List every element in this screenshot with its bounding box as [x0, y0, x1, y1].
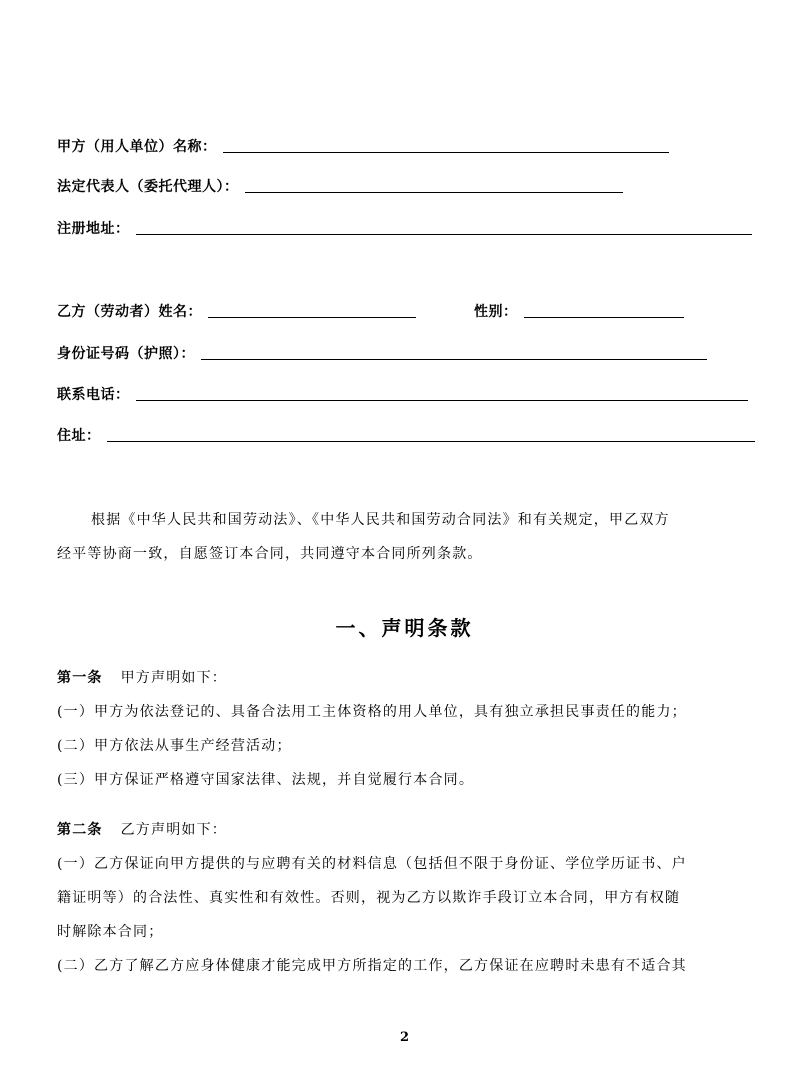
id-number-field	[57, 341, 707, 363]
residence-label: 住址：	[57, 428, 101, 444]
gender-line[interactable]	[524, 299, 684, 318]
gender-field	[474, 299, 684, 321]
party-b-name-field	[57, 299, 416, 321]
phone-field	[57, 382, 748, 404]
id-number-line[interactable]	[201, 341, 707, 360]
gender-label: 性别：	[474, 304, 518, 320]
phone-label: 联系电话：	[57, 387, 130, 403]
article-1-title: 第一条	[57, 670, 103, 686]
party-b-name-label: 乙方（劳动者）姓名：	[57, 304, 202, 320]
residence-line[interactable]	[107, 423, 755, 442]
article-2-header	[57, 813, 757, 847]
article-2-item-2-line-1: (二）乙方了解乙方应身体健康才能完成甲方所指定的工作，乙方保证在应聘时未患有不适合其	[57, 958, 687, 974]
id-number-label: 身份证号码（护照）：	[57, 346, 195, 362]
article-2-intro: 乙方声明如下：	[120, 822, 228, 838]
article-2-title: 第二条	[57, 822, 103, 838]
article-2-item-1-line-1: (一）乙方保证向甲方提供的与应聘有关的材料信息（包括但不限于身份证、学位学历证书、户	[57, 856, 687, 872]
article-1-item-2: (二）甲方依法从事生产经营活动；	[57, 738, 292, 754]
residence-field	[57, 423, 755, 445]
preamble	[57, 503, 757, 571]
party-a-name-line[interactable]	[223, 134, 669, 153]
page-number: 2	[399, 1030, 410, 1045]
party-a-name-label: 甲方（用人单位）名称：	[57, 139, 217, 155]
party-b-name-line[interactable]	[208, 299, 416, 318]
phone-line[interactable]	[136, 382, 748, 401]
article-2-item-1-line-2: 籍证明等）的合法性、真实性和有效性。否则，视为乙方以欺诈手段订立本合同，甲方有权随	[57, 890, 681, 906]
article-1	[57, 661, 757, 797]
party-a-name-field	[57, 134, 669, 156]
article-1-header	[57, 661, 757, 695]
article-2	[57, 813, 757, 983]
registered-address-line[interactable]	[136, 216, 752, 235]
article-1-item-1: (一）甲方为依法登记的、具备合法用工主体资格的用人单位，具有独立承担民事责任的能力；	[57, 704, 687, 720]
article-1-item-3: (三）甲方保证严格遵守国家法律、法规，并自觉履行本合同。	[57, 772, 475, 788]
registered-address-field	[57, 216, 752, 238]
preamble-line-1: 根据《中华人民共和国劳动法》、《中华人民共和国劳动合同法》和有关规定，甲乙双方	[91, 512, 670, 528]
article-1-intro: 甲方声明如下：	[120, 670, 228, 686]
preamble-line-2: 经平等协商一致，自愿签订本合同，共同遵守本合同所列条款。	[57, 546, 483, 562]
registered-address-label: 注册地址：	[57, 221, 130, 237]
legal-rep-label: 法定代表人（委托代理人）：	[57, 179, 239, 195]
legal-rep-field	[57, 174, 623, 196]
legal-rep-line[interactable]	[245, 174, 623, 193]
article-2-item-1-line-3: 时解除本合同；	[57, 924, 164, 940]
section-title: 一、声明条款	[335, 616, 474, 640]
